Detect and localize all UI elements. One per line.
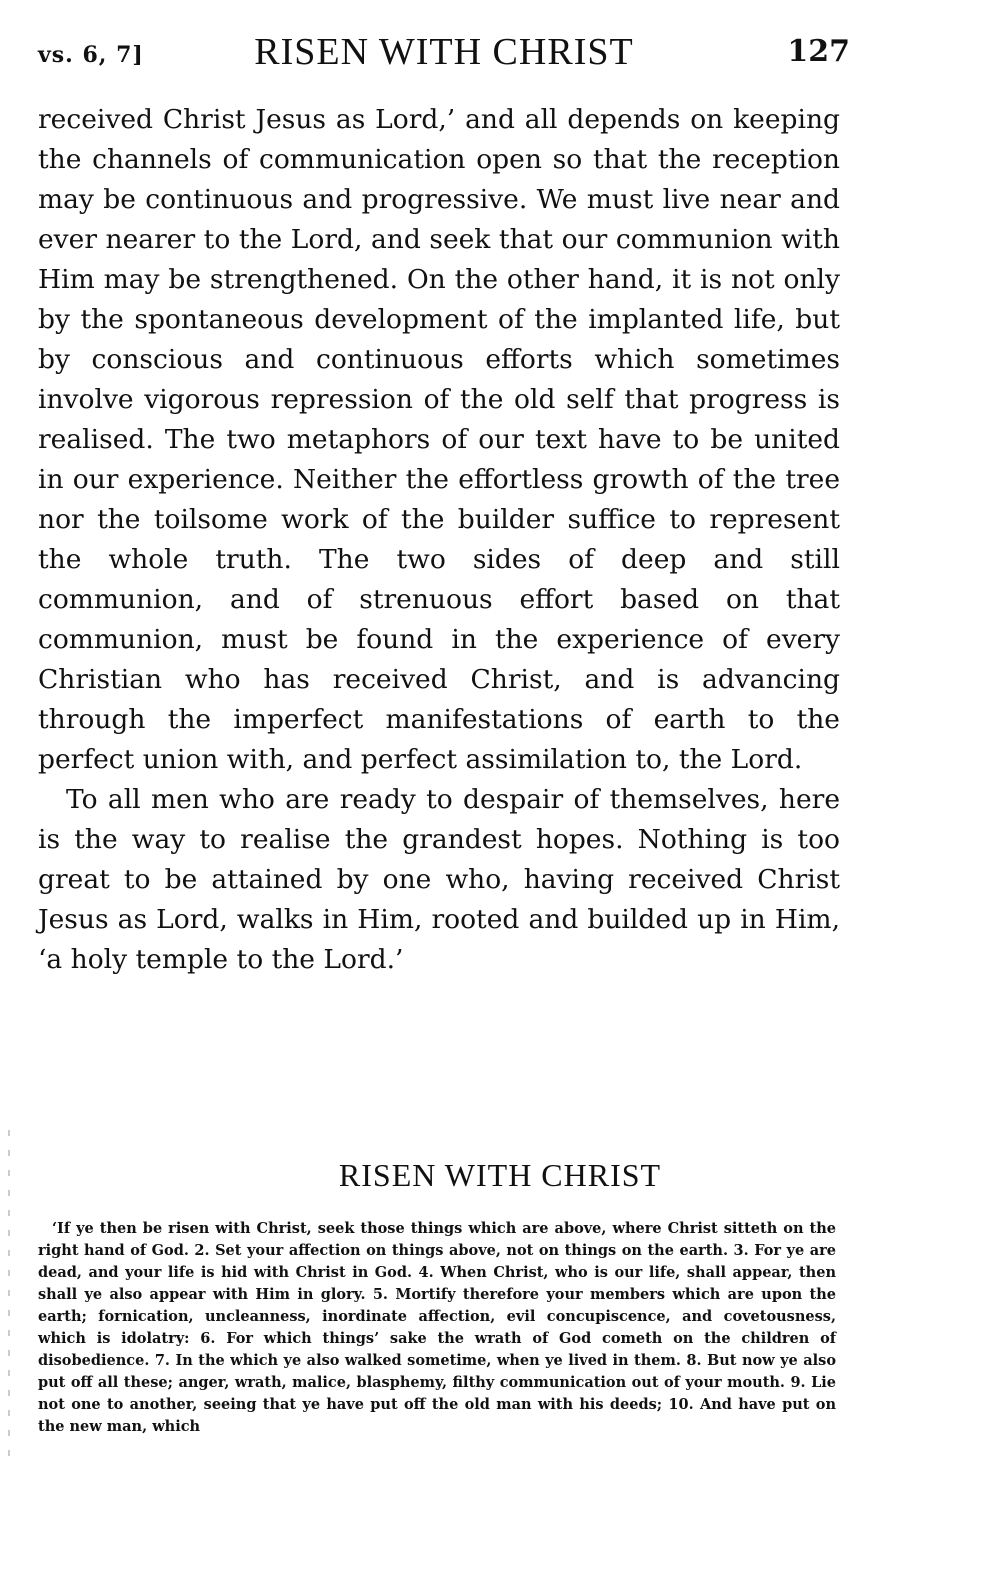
scripture-text: ‘If ye then be risen with Christ, seek those things which are above, where Christ sitteth on the right hand of God. 2. Set your affection on things above, not on things on the earth. 3. For ye are dead, and your life is hid with Christ in God. 4. When Christ, who is our life, shall appear, then shall ye also appear with Him in glory. 5. Mortify therefore your members which are upon the earth; fornication, uncleanness, inordinate affection, evil concupiscence, and covetousness, which is idolatry: 6. For which things’ sake the wrath of God cometh on the children of disobedience. 7. In the which ye also walked sometime, when ye lived in them. 8. But now ye also put off all these; anger, wrath, malice, blasphemy, filthy communication out of your mouth. 9. Lie not one to another, seeing that ye have put off the old man with his deeds; 10. And have put on the new man, which — [38, 1220, 836, 1435]
section-title: RISEN WITH CHRIST — [338, 1157, 662, 1193]
page-number: 127 — [787, 34, 850, 69]
paragraph: received Christ Jesus as Lord,’ and all depends on keeping the channels of communication open so that the reception may be continuous and progressive. We must live near and ever nearer to the Lord, and seek that our communion with Him may be strengthened. On the other hand, it is not only by the spontaneous development of the implanted life, but by conscious and continuous efforts which sometimes involve vigorous repression of the old self that progress is realised. The two metaphors of our text have to be united in our experience. Neither the effortless growth of the tree nor the toilsome work of the builder suffice to represent the whole truth. The two sides of deep and still communion, and of strenuous effort based on that communion, must be found in the experience of every Christian who has received Christ, and is advancing through the imperfect manifestations of earth to the perfect union with, and perfect assimilation to, the Lord. — [38, 104, 840, 775]
verse-reference: vs. 6, 7] — [38, 42, 144, 68]
running-title: RISEN WITH CHRIST — [254, 31, 634, 73]
page-header — [38, 30, 850, 80]
scripture-passage — [38, 1218, 836, 1438]
body-text — [38, 100, 840, 980]
paragraph: To all men who are ready to despair of themselves, here is the way to realise the grandest hopes. Nothing is too great to be attained by one who, having received Christ Jesus as Lord, walks in Him, rooted and builded up in Him, ‘a holy temple to the Lord.’ — [38, 784, 840, 975]
